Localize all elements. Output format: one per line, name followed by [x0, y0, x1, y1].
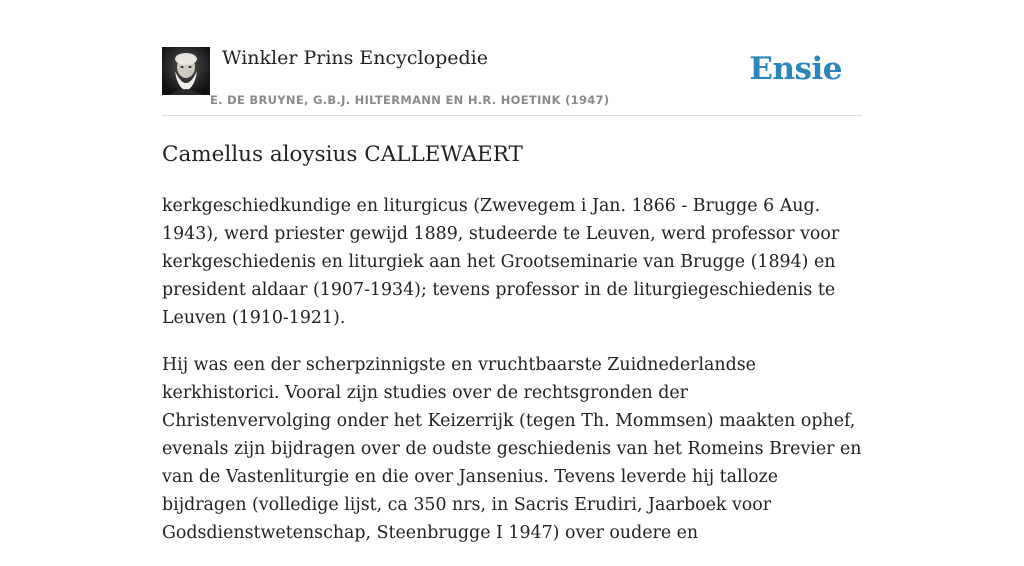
author-avatar [162, 47, 210, 95]
brand-logo[interactable]: Ensie [749, 51, 842, 87]
article-body [162, 192, 862, 566]
article-title: Camellus aloysius CALLEWAERT [162, 142, 523, 167]
header [162, 46, 862, 116]
authors-credit: E. DE BRUYNE, G.B.J. HILTERMANN EN H.R. HOETINK (1947) [210, 93, 610, 107]
site-title[interactable]: Winkler Prins Encyclopedie [222, 47, 488, 69]
paragraph-2: Hij was een der scherpzinnigste en vruchtbaarste Zuidnederlandse kerkhistorici. Vooral zijn studies over de rechtsgronden der Christenvervolging onder het Keizerrijk (tegen Th. Mommsen) maakten ophef, evenals zijn bijdragen over de oudste geschiedenis van het Romeins Brevier en van de Vastenliturgie en die over Jansenius. Tevens leverde hij talloze bijdragen (volledige lijst, ca 350 nrs, in Sacris Erudiri, Jaarboek voor Godsdienstwetenschap, Steenbrugge I 1947) over oudere en [162, 355, 862, 543]
paragraph-1: kerkgeschiedkundige en liturgicus (Zwevegem i Jan. 1866 - Brugge 6 Aug. 1943), werd priester gewijd 1889, studeerde te Leuven, werd professor voor kerkgeschiedenis en liturgiek aan het Grootseminarie van Brugge (1894) en president aldaar (1907-1934); tevens professor in de liturgiegeschiedenis te Leuven (1910-1921). [162, 196, 840, 328]
avatar-portrait-icon [162, 47, 210, 95]
